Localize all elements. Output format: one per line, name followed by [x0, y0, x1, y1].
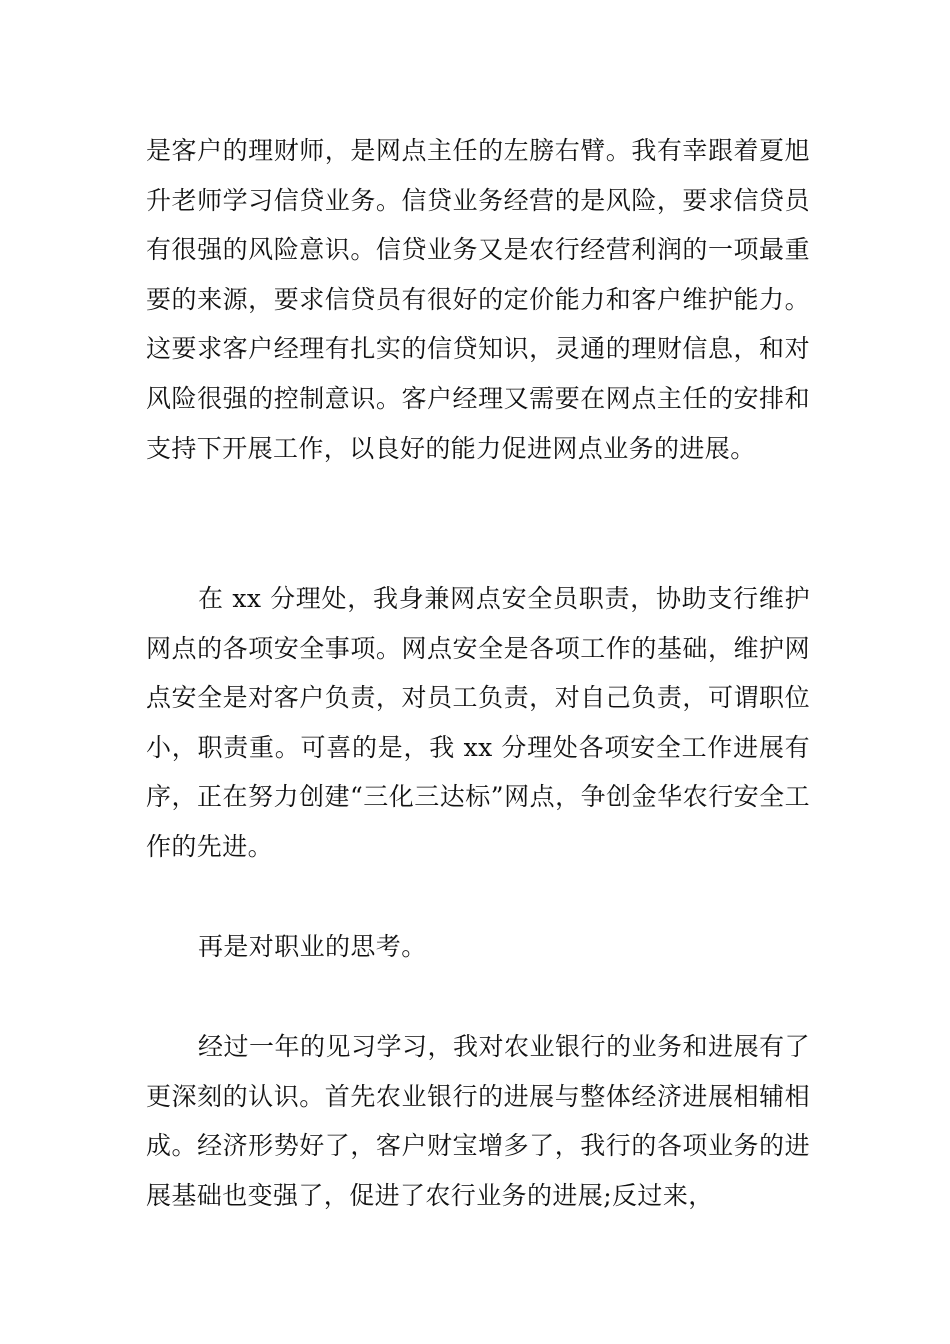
- paragraph-credit-business: 是客户的理财师，是网点主任的左膀右臂。我有幸跟着夏旭升老师学习信贷业务。信贷业务经营的是风险，要求信贷员有很强的风险意识。信贷业务又是农行经营利润的一项最重要的来源，要求信贷员有很好的定价能力和客户维护能力。这要求客户经理有扎实的信贷知识，灵通的理财信息，和对风险很强的控制意识。客户经理又需要在网点主任的安排和支持下开展工作，以良好的能力促进网点业务的进展。: [146, 136, 810, 463]
- paragraph-internship-understanding: 经过一年的见习学习，我对农业银行的业务和进展有了更深刻的认识。首先农业银行的进展与整体经济进展相辅相成。经济形势好了，客户财宝增多了，我行的各项业务的进展基础也变强了，促进了农行业务的进展;反过来，: [146, 1032, 810, 1210]
- paragraph-career-reflection-heading: 再是对职业的思考。: [198, 932, 427, 961]
- paragraph-branch-security: 在 xx 分理处，我身兼网点安全员职责，协助支行维护网点的各项安全事项。网点安全是各项工作的基础，维护网点安全是对客户负责，对员工负责，对自己负责，可谓职位小，职责重。可喜的是，我 xx 分理处各项安全工作进展有序，正在努力创建“三化三达标”网点，争创金华农行安全工作的先进。: [146, 584, 810, 861]
